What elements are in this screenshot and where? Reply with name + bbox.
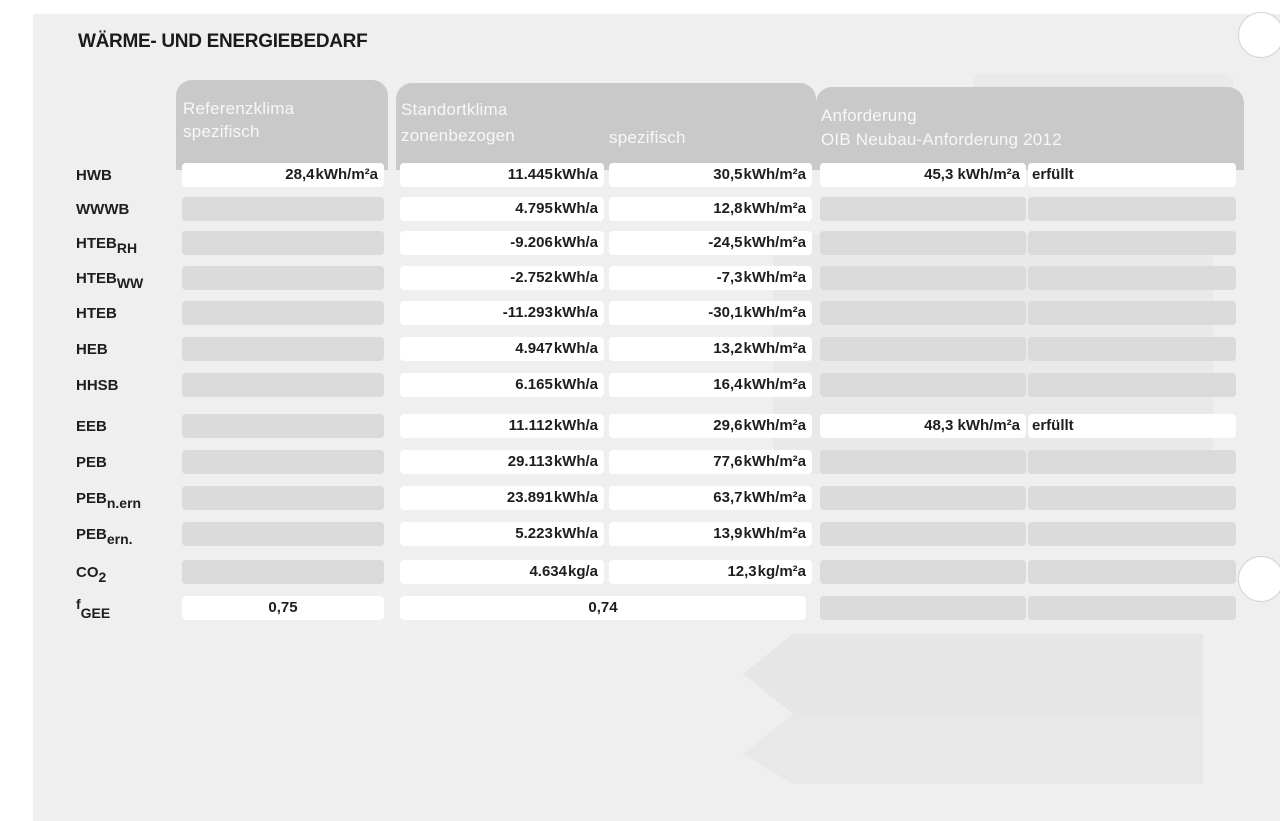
referenz-value-cell [182,596,384,620]
row-label-main: CO [76,564,99,581]
zonen-value-cell [400,414,604,438]
spez-value-cell [609,560,812,584]
spez-unit: kWh/m²a [743,304,806,321]
spez-value: -24,5 [708,234,743,251]
spez-value-cell [609,163,812,187]
referenz-value: 28,4 [285,166,315,183]
row-label-main: HTEB [76,235,117,252]
zonen-value-cell [400,373,604,397]
anforderung-value-cell [820,163,1026,187]
spez-unit: kWh/m²a [743,525,806,542]
zonen-unit: kWh/a [553,304,598,321]
header-anforderung-line2: OIB Neubau-Anforderung 2012 [821,130,1062,149]
spez-unit: kWh/m²a [743,200,806,217]
zonen-unit: kWh/a [553,453,598,470]
page-title: WÄRME- UND ENERGIEBEDARF [78,31,368,52]
zonen-value: 4.795 [515,200,553,217]
spez-value-cell [609,486,812,510]
zonen-value-cell [400,522,604,546]
zonen-value-cell [400,301,604,325]
status-empty-cell [1028,337,1236,361]
standort-value: 0,74 [588,599,618,616]
row-label [76,596,110,622]
row-label [76,337,108,363]
anforderung-empty-cell [820,596,1026,620]
spez-value-cell [609,337,812,361]
zonen-unit: kWh/a [553,489,598,506]
spez-value: 63,7 [713,489,743,506]
row-label-main: HTEB [76,270,117,287]
row-label [76,197,129,223]
spez-value-cell [609,266,812,290]
zonen-value-cell [400,450,604,474]
header-standort-line1: Standortklima [401,100,508,119]
spez-value: 13,9 [713,525,743,542]
zonen-value: 11.112 [508,417,553,434]
status-empty-cell [1028,231,1236,255]
anforderung-empty-cell [820,560,1026,584]
row-label-main: PEB [76,454,107,471]
status-cell [1028,414,1236,438]
row-label-sub: 2 [98,569,107,585]
row-label-sub: RH [116,240,138,256]
spez-value: 12,8 [713,200,743,217]
status-empty-cell [1028,266,1236,290]
zonen-value-cell [400,266,604,290]
anforderung-value: 48,3 kWh/m²a [924,417,1020,434]
status-empty-cell [1028,596,1236,620]
spez-value-cell [609,522,812,546]
anforderung-empty-cell [820,486,1026,510]
status-empty-cell [1028,450,1236,474]
spez-unit: kWh/m²a [743,340,806,357]
row-label [76,266,143,292]
status-value: erfüllt [1032,417,1074,434]
spez-unit: kWh/m²a [743,489,806,506]
zonen-value: -9.206 [510,234,553,251]
referenz-empty-cell [182,337,384,361]
row-label-sub: n.ern [106,495,142,511]
row-label [76,450,107,476]
spez-unit: kg/m²a [757,563,806,580]
spez-unit: kWh/m²a [743,269,806,286]
row-label-main: HEB [76,341,108,358]
anforderung-empty-cell [820,301,1026,325]
referenz-empty-cell [182,450,384,474]
spez-value: -30,1 [708,304,743,321]
zonen-value: -11.293 [502,304,553,321]
anforderung-value-cell [820,414,1026,438]
zonen-value-cell [400,197,604,221]
row-label-main: WWWB [76,201,130,218]
zonen-unit: kWh/a [553,269,598,286]
zonen-unit: kWh/a [553,525,598,542]
zonen-unit: kWh/a [553,376,598,393]
spez-value: 77,6 [713,453,743,470]
row-label [76,163,112,189]
zonen-value: -2.752 [510,269,553,286]
zonen-value-cell [400,163,604,187]
spez-value-cell [609,197,812,221]
row-label-main: PEB [76,490,107,507]
anforderung-empty-cell [820,231,1026,255]
spez-value: 29,6 [713,417,743,434]
referenz-empty-cell [182,266,384,290]
referenz-empty-cell [182,373,384,397]
row-label [76,486,141,512]
punch-hole-top [1238,12,1280,58]
spez-unit: kWh/m²a [743,166,806,183]
referenz-empty-cell [182,486,384,510]
spez-unit: kWh/m²a [743,453,806,470]
header-anforderung-line1: Anforderung [821,106,917,125]
row-label-main: HHSB [76,377,119,394]
anforderung-empty-cell [820,266,1026,290]
status-value: erfüllt [1032,166,1074,183]
header-standort-spezifisch: spezifisch [609,128,686,147]
spez-value-cell [609,301,812,325]
zonen-unit: kWh/a [553,166,598,183]
zonen-value: 29.113 [507,453,553,470]
spez-unit: kWh/m²a [743,417,806,434]
row-label [76,231,137,257]
zonen-unit: kWh/a [553,417,598,434]
zonen-value-cell [400,337,604,361]
status-empty-cell [1028,560,1236,584]
zonen-value: 4.634 [529,563,567,580]
zonen-unit: kWh/a [553,234,598,251]
spez-value-cell [609,373,812,397]
referenz-empty-cell [182,414,384,438]
row-label-main: EEB [76,418,107,435]
referenz-empty-cell [182,197,384,221]
status-empty-cell [1028,373,1236,397]
zonen-unit: kWh/a [553,200,598,217]
referenz-empty-cell [182,231,384,255]
zonen-unit: kWh/a [553,340,598,357]
anforderung-empty-cell [820,337,1026,361]
punch-hole-bottom [1238,556,1280,602]
referenz-empty-cell [182,560,384,584]
anforderung-empty-cell [820,522,1026,546]
referenz-empty-cell [182,522,384,546]
row-label-sup: f [76,596,81,612]
row-label [76,301,117,327]
spez-value: 16,4 [713,376,743,393]
status-empty-cell [1028,197,1236,221]
zonen-value-cell [400,231,604,255]
row-label [76,373,119,399]
status-empty-cell [1028,522,1236,546]
spez-value: -7,3 [716,269,743,286]
row-label-main: HTEB [76,305,117,322]
anforderung-empty-cell [820,450,1026,474]
zonen-unit: kg/a [567,563,598,580]
anforderung-value: 45,3 kWh/m²a [924,166,1020,183]
zonen-value-cell [400,560,604,584]
row-label-sub: WW [116,275,144,291]
header-referenz-line2: spezifisch [183,122,260,141]
row-label [76,522,133,548]
spez-unit: kWh/m²a [743,234,806,251]
referenz-value: 0,75 [268,599,298,616]
row-label [76,560,106,586]
spez-value-cell [609,231,812,255]
spez-value: 13,2 [713,340,743,357]
referenz-value-cell [182,163,384,187]
referenz-unit: kWh/m²a [315,166,378,183]
header-anforderung [816,87,1244,170]
row-label-main: PEB [76,526,107,543]
anforderung-empty-cell [820,197,1026,221]
status-empty-cell [1028,486,1236,510]
header-standort-zonenbezogen: zonenbezogen [401,126,515,145]
spez-value-cell [609,450,812,474]
row-label-sub: GEE [80,605,111,621]
zonen-value-cell [400,486,604,510]
standort-combined-cell [400,596,806,620]
zonen-value: 4.947 [515,340,553,357]
row-label-sub: ern. [106,531,133,547]
spez-unit: kWh/m²a [743,376,806,393]
zonen-value: 6.165 [515,376,553,393]
status-cell [1028,163,1236,187]
row-label [76,414,107,440]
zonen-value: 23.891 [506,489,553,506]
header-referenz-line1: Referenzklima [183,99,295,118]
spez-value: 12,3 [727,563,757,580]
anforderung-empty-cell [820,373,1026,397]
status-empty-cell [1028,301,1236,325]
row-label-main: HWB [76,167,112,184]
referenz-empty-cell [182,301,384,325]
spez-value: 30,5 [713,166,743,183]
spez-value-cell [609,414,812,438]
zonen-value: 11.445 [507,166,553,183]
zonen-value: 5.223 [515,525,553,542]
